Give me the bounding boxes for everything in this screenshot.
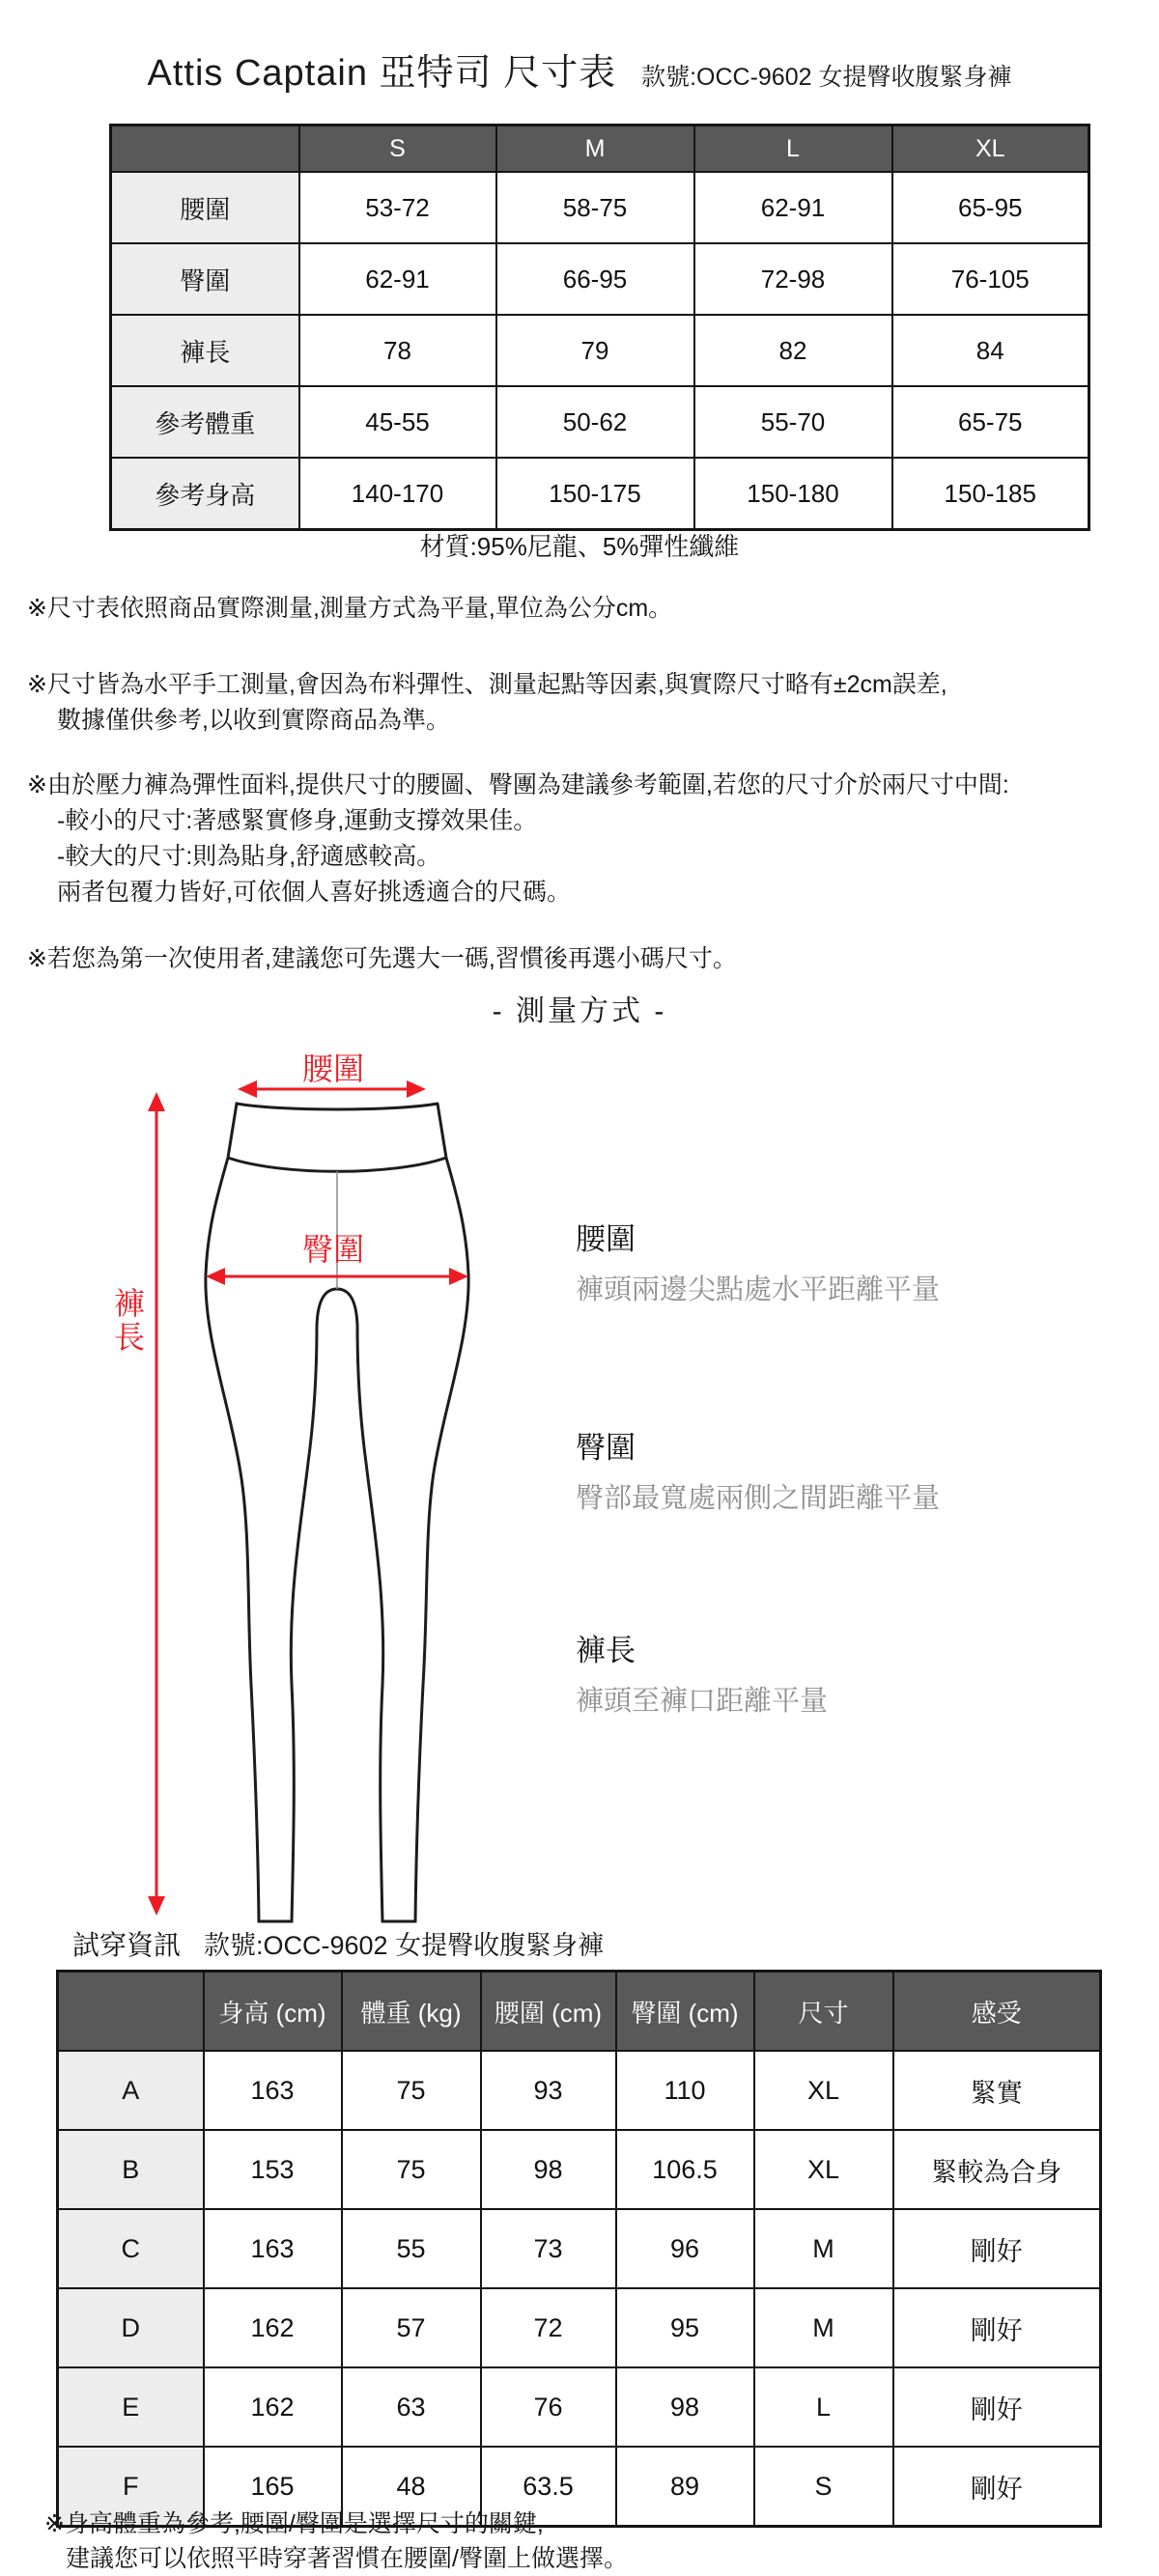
fitting-row-label: A [58, 2051, 204, 2130]
waist-arrow-left-head [238, 1080, 257, 1098]
fitting-table-corner [58, 1972, 204, 2052]
fitting-cell: 153 [204, 2130, 342, 2209]
note-line: 兩者包覆力皆好,可依個人喜好挑透適合的尺碼。 [57, 879, 571, 906]
fitting-table-row [58, 2209, 1101, 2288]
fitting-cell: 48 [342, 2447, 481, 2527]
size-table-header-row [111, 126, 1089, 173]
fitting-col-header: 尺寸 [754, 1972, 893, 2052]
size-cell: 62-91 [694, 172, 892, 243]
size-cell: 79 [496, 315, 694, 386]
size-cell: 55-70 [694, 386, 892, 458]
size-cell: 45-55 [299, 386, 496, 458]
note-line: ※尺寸皆為水平手工測量,會因為布料彈性、測量起點等因素,與實際尺寸略有±2cm誤差, [27, 671, 947, 698]
fitting-cell: XL [754, 2051, 893, 2130]
fitting-cell: 72 [481, 2288, 616, 2367]
hip-diagram-label: 臀圍 [302, 1232, 365, 1267]
material-info: 材質:95%尼龍、5%彈性纖維 [419, 532, 740, 561]
footnote-line: 建議您可以依照平時穿著習慣在腰圍/臀圍上做選擇。 [66, 2545, 628, 2572]
fitting-cell: 剛好 [893, 2288, 1101, 2367]
page-title: Attis Captain 亞特司 尺寸表 [147, 53, 617, 94]
length-diagram-label: 褲長 [113, 1286, 145, 1355]
hip-arrow-left-head [206, 1268, 225, 1285]
model-number: 款號:OCC-9602 女提臀收腹緊身褲 [641, 64, 1012, 91]
size-col-header: XL [892, 126, 1089, 173]
fitting-cell: 緊實 [893, 2051, 1101, 2130]
fitting-col-header: 體重 (kg) [342, 1972, 481, 2052]
fitting-cell: 162 [204, 2367, 342, 2447]
size-cell: 62-91 [299, 243, 496, 315]
leggings-diagram [135, 1048, 502, 1931]
fitting-row-label: F [58, 2447, 204, 2527]
size-cell: 58-75 [496, 172, 694, 243]
size-cell: 82 [694, 315, 892, 386]
notes-block [27, 591, 1138, 977]
hip-arrow-right-head [449, 1268, 468, 1285]
size-col-header: S [299, 126, 496, 173]
fitting-row-label: D [58, 2288, 204, 2367]
fitting-col-header: 臀圍 (cm) [616, 1972, 754, 2052]
note-line: -較大的尺寸:則為貼身,舒適感較高。 [57, 843, 441, 870]
size-table-row [111, 458, 1089, 530]
fitting-cell: 75 [342, 2051, 481, 2130]
waist-diagram-label: 腰圍 [302, 1051, 365, 1086]
fitting-col-header: 身高 (cm) [204, 1972, 342, 2052]
fitting-cell: 剛好 [893, 2367, 1101, 2447]
size-cell: 66-95 [496, 243, 694, 315]
fitting-table [56, 1970, 1102, 2528]
fitting-cell: 緊較為合身 [893, 2130, 1101, 2209]
size-cell: 140-170 [299, 458, 496, 530]
measure-method-heading: - 測量方式 - [492, 995, 667, 1027]
fitting-col-header: 腰圍 (cm) [481, 1972, 616, 2052]
size-cell: 84 [892, 315, 1089, 386]
fitting-cell: 76 [481, 2367, 616, 2447]
fitting-cell: 162 [204, 2288, 342, 2367]
fitting-info-header [72, 1924, 604, 1963]
size-row-label: 褲長 [111, 315, 299, 386]
fitting-footnote [44, 2506, 628, 2576]
measure-desc-hip [576, 1423, 1126, 1516]
fitting-cell: 93 [481, 2051, 616, 2130]
size-cell: 72-98 [694, 243, 892, 315]
note-line: 數據僅供參考,以收到實際商品為準。 [57, 707, 450, 734]
note-line: -較小的尺寸:著感緊實修身,運動支撐效果佳。 [57, 807, 538, 834]
fitting-cell: L [754, 2367, 893, 2447]
fitting-table-row [58, 2288, 1101, 2367]
fitting-cell: 165 [204, 2447, 342, 2527]
note-line: ※若您為第一次使用者,建議您可先選大一碼,習慣後再選小碼尺寸。 [27, 945, 737, 972]
size-row-label: 參考體重 [111, 386, 299, 458]
fitting-cell: 98 [616, 2367, 754, 2447]
fitting-row-label: B [58, 2130, 204, 2209]
fitting-cell: 57 [342, 2288, 481, 2367]
measure-definition: 褲頭兩邊尖點處水平距離平量 [576, 1274, 941, 1305]
size-row-label: 參考身高 [111, 458, 299, 530]
fitting-cell: M [754, 2209, 893, 2288]
size-cell: 65-95 [892, 172, 1089, 243]
size-table [109, 124, 1090, 531]
size-cell: 76-105 [892, 243, 1089, 315]
size-cell: 65-75 [892, 386, 1089, 458]
size-row-label: 臀圍 [111, 243, 299, 315]
size-table-row [111, 315, 1089, 386]
measure-desc-waist [576, 1215, 1126, 1307]
fitting-cell: 106.5 [616, 2130, 754, 2209]
measure-term: 腰圍 [576, 1222, 636, 1256]
fitting-cell: 163 [204, 2051, 342, 2130]
fitting-row-label: C [58, 2209, 204, 2288]
fitting-cell: 89 [616, 2447, 754, 2527]
fitting-cell: 剛好 [893, 2447, 1101, 2527]
measure-term: 褲長 [576, 1634, 636, 1667]
size-cell: 150-180 [694, 458, 892, 530]
fitting-row-label: E [58, 2367, 204, 2447]
size-cell: 150-175 [496, 458, 694, 530]
fitting-table-row [58, 2130, 1101, 2209]
fitting-cell: 96 [616, 2209, 754, 2288]
size-table-corner [111, 126, 299, 173]
size-row-label: 腰圍 [111, 172, 299, 243]
fitting-table-header-row [58, 1972, 1101, 2052]
fitting-cell: M [754, 2288, 893, 2367]
footnote-line: ※身高體重為參考,腰圍/臀圍是選擇尺寸的關鍵, [44, 2510, 544, 2537]
fitting-cell: 110 [616, 2051, 754, 2130]
fitting-col-header: 感受 [893, 1972, 1101, 2052]
length-arrow-top-head [148, 1092, 165, 1111]
fitting-cell: 163 [204, 2209, 342, 2288]
fitting-cell: 55 [342, 2209, 481, 2288]
waist-arrow-right-head [407, 1080, 426, 1098]
fitting-table-row [58, 2367, 1101, 2447]
size-cell: 78 [299, 315, 496, 386]
fitting-table-row [58, 2051, 1101, 2130]
fitting-cell: 98 [481, 2130, 616, 2209]
size-table-row [111, 386, 1089, 458]
measure-term: 臀圍 [576, 1431, 636, 1465]
note-line: ※尺寸表依照商品實際測量,測量方式為平量,單位為公分cm。 [27, 595, 673, 622]
size-cell: 53-72 [299, 172, 496, 243]
size-table-row [111, 172, 1089, 243]
fitting-cell: XL [754, 2130, 893, 2209]
fitting-cell: 63.5 [481, 2447, 616, 2527]
size-cell: 150-185 [892, 458, 1089, 530]
size-col-header: M [496, 126, 694, 173]
page-header [0, 42, 1159, 96]
size-table-row [111, 243, 1089, 315]
measure-definition: 臀部最寬處兩側之間距離平量 [576, 1483, 941, 1514]
measure-definition: 褲頭至褲口距離平量 [576, 1686, 829, 1717]
fitting-model-number: 款號:OCC-9602 女提臀收腹緊身褲 [204, 1931, 605, 1960]
measure-desc-length [576, 1626, 1126, 1719]
fitting-cell: 95 [616, 2288, 754, 2367]
fitting-cell: 63 [342, 2367, 481, 2447]
note-line: ※由於壓力褲為彈性面料,提供尺寸的腰圖、臀團為建議參考範圍,若您的尺寸介於兩尺寸中間: [27, 771, 1009, 798]
fitting-cell: 剛好 [893, 2209, 1101, 2288]
size-cell: 50-62 [496, 386, 694, 458]
length-arrow-bottom-head [148, 1896, 165, 1916]
fitting-cell: 73 [481, 2209, 616, 2288]
fitting-cell: S [754, 2447, 893, 2527]
size-col-header: L [694, 126, 892, 173]
fitting-info-title: 試穿資訊 [72, 1930, 182, 1960]
fitting-cell: 75 [342, 2130, 481, 2209]
